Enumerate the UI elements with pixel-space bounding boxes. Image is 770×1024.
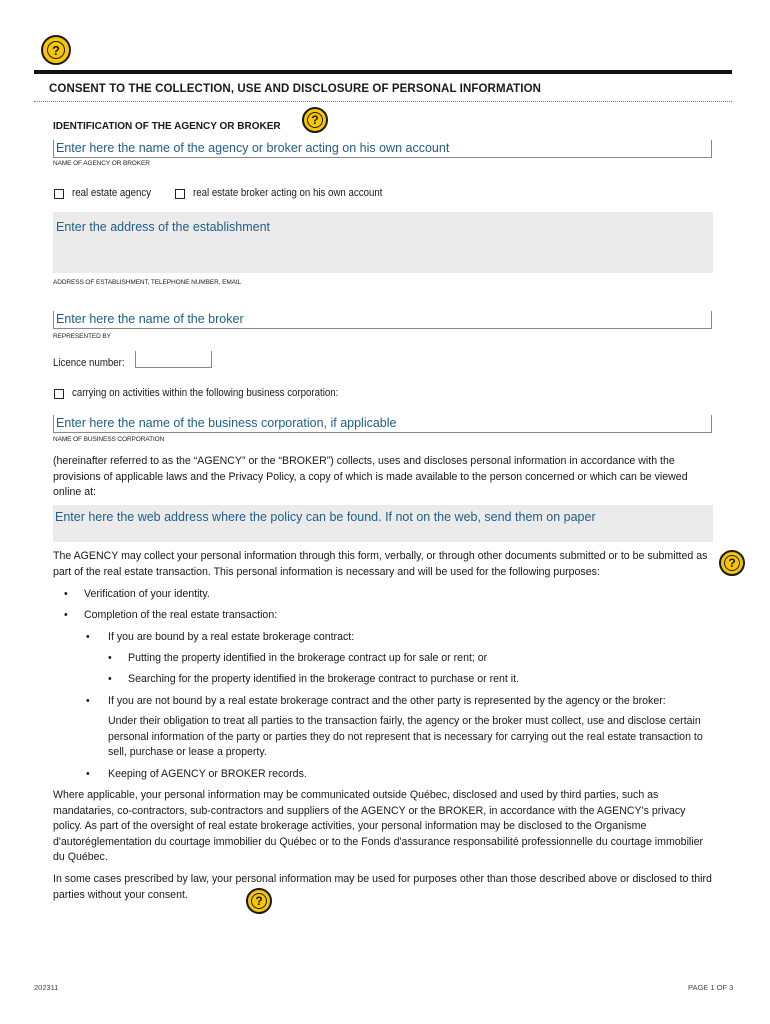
help-icon[interactable]: [41, 35, 71, 65]
third-parties-paragraph: Where applicable, your personal information may be communicated outside Québec, disclosed and used by third parties, such as mandataries, co-contractors, sub-contractors and suppliers of the AGENCY or the BROKER, in accordance with the AGENCY's privacy policy. As part of the oversight of real estate brokerage activities, your personal information may be disclosed to the Organisme d'autoréglementation du courtage immobilier du Québec or to the Fonds d'assurance responsabilité professionnelle du courtage immobilier du Québec.: [53, 789, 704, 864]
bullet-dot: •: [64, 588, 68, 600]
bullet-sale-rent: Putting the property identified in the brokerage contract up for sale or rent; or: [128, 652, 488, 664]
real-estate-agency-checkbox[interactable]: [54, 189, 64, 199]
form-code: 202311: [34, 983, 59, 992]
agency-name-caption: NAME OF AGENCY OR BROKER: [53, 160, 150, 167]
bullet-dot: •: [86, 631, 90, 643]
licence-number-input[interactable]: [135, 351, 212, 368]
bullet-verification: Verification of your identity.: [84, 588, 210, 600]
question-mark-icon: ?: [47, 41, 65, 59]
bullet-dot: •: [108, 652, 112, 664]
page-number: PAGE 1 OF 3: [688, 983, 734, 992]
bullet-records: Keeping of AGENCY or BROKER records.: [108, 768, 307, 780]
fair-treatment-paragraph: Under their obligation to treat all parties to the transaction fairly, the agency or the broker must collect, use and disclose certain personal information of the party or parties they do not represent that is necessary for carrying out the real estate transaction to sell, purchase or lease a property.: [108, 715, 703, 759]
broker-caption: REPRESENTED BY: [53, 333, 111, 340]
address-field[interactable]: Enter the address of the establishment: [53, 212, 713, 273]
bullet-dot: •: [86, 768, 90, 780]
address-caption: ADDRESS OF ESTABLISHMENT, TELEPHONE NUMBER, EMAIL: [53, 279, 242, 286]
real-estate-agency-label: real estate agency: [72, 187, 152, 199]
help-icon[interactable]: [302, 107, 328, 133]
corporation-name-field[interactable]: Enter here the name of the business corporation, if applicable: [53, 415, 712, 433]
broker-name-field[interactable]: Enter here the name of the broker: [53, 311, 712, 329]
policy-web-address-field[interactable]: Enter here the web address where the policy can be found. If not on the web, send them on paper: [53, 505, 713, 542]
purposes-paragraph: The AGENCY may collect your personal information through this form, verbally, or through other documents submitted or to be submitted as part of the real estate transaction. This personal information is necessary and will be used for the following purposes:: [53, 550, 708, 578]
bullet-dot: •: [86, 695, 90, 707]
agency-name-field[interactable]: Enter here the name of the agency or broker acting on his own account: [53, 140, 712, 158]
bullet-not-bound: If you are not bound by a real estate brokerage contract and the other party is represented by the agency or the broker:: [108, 695, 666, 707]
broker-own-account-label: real estate broker acting on his own account: [193, 187, 383, 199]
dotted-divider: [34, 101, 732, 102]
bullet-completion: Completion of the real estate transaction:: [84, 609, 278, 621]
business-corporation-checkbox[interactable]: [54, 389, 64, 399]
licence-number-label: Licence number:: [53, 357, 125, 369]
bullet-dot: •: [108, 673, 112, 685]
help-icon[interactable]: [246, 888, 272, 914]
header-rule: [34, 70, 732, 74]
question-mark-icon: ?: [724, 555, 740, 571]
bullet-bound-contract: If you are bound by a real estate brokerage contract:: [108, 631, 355, 643]
help-icon[interactable]: [719, 550, 745, 576]
law-cases-paragraph: In some cases prescribed by law, your personal information may be used for purposes other than those described above or disclosed to third parties without your consent.: [53, 873, 712, 901]
question-mark-icon: ?: [307, 112, 323, 128]
broker-own-account-checkbox[interactable]: [175, 189, 185, 199]
question-mark-icon: ?: [251, 893, 267, 909]
corporation-caption: NAME OF BUSINESS CORPORATION: [53, 436, 165, 443]
bullet-dot: •: [64, 609, 68, 621]
section-title-identification: IDENTIFICATION OF THE AGENCY OR BROKER: [53, 121, 281, 132]
bullet-searching: Searching for the property identified in the brokerage contract to purchase or rent it.: [128, 673, 520, 685]
page-title: CONSENT TO THE COLLECTION, USE AND DISCLOSURE OF PERSONAL INFORMATION: [49, 83, 542, 95]
intro-paragraph: (hereinafter referred to as the “AGENCY” or the “BROKER”) collects, uses and discloses personal information in accordance with the provisions of applicable laws and the Privacy Policy, a copy of which is made available to the person concerned or which can be viewed online at:: [53, 455, 688, 499]
business-corporation-label: carrying on activities within the following business corporation:: [72, 387, 339, 399]
